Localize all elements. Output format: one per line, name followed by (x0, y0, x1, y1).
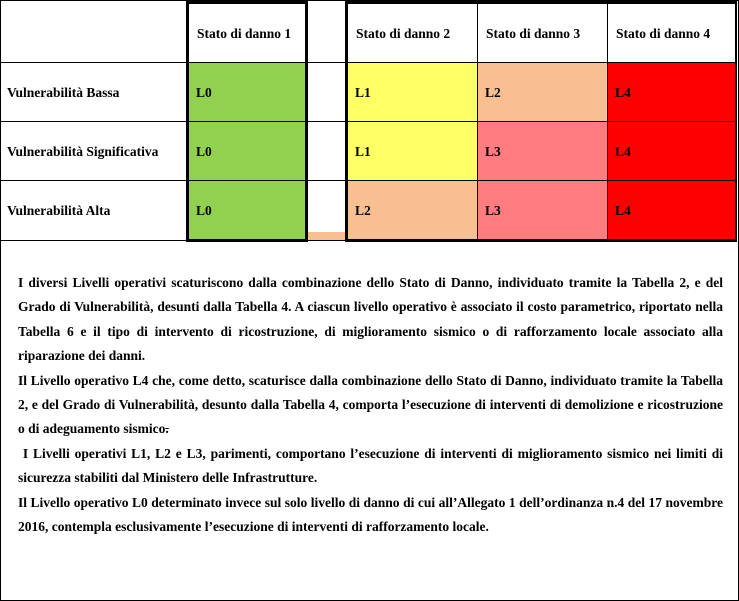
header-stato-danno-1: Stato di danno 1 (197, 26, 292, 41)
cell-bassa-danno4: L4 (608, 63, 737, 122)
thick-border (186, 239, 308, 242)
grid-line (607, 3, 608, 241)
cell-alta-danno4: L4 (608, 181, 737, 241)
thick-border (305, 1, 308, 242)
header-stato-danno-2: Stato di danno 2 (356, 26, 451, 41)
thick-border (186, 1, 189, 242)
grid-line (305, 121, 348, 122)
thick-border (186, 1, 308, 4)
header-stato-danno-4: Stato di danno 4 (616, 26, 711, 41)
cell-bassa-danno1: L0 (189, 63, 305, 122)
grid-line (189, 180, 305, 181)
grid-line (1, 121, 188, 122)
paragraph-1: I diversi Livelli operativi scaturiscono dalla combinazione dello Stato di Danno, individuato tramite la Tabella 2, e del Grado di Vulnerabilità, desunti dalla Tabella 4. A ciascun livello operativo è associato il costo parametrico, riportato nella Tabella 6 e il tipo di intervento di ricostruzione, di miglioramento sismico o di rafforzamento locale associato alla riparazione dei danni. (18, 275, 723, 364)
cell-significativa-danno1: L0 (189, 122, 305, 181)
cell-alta-danno2: L2 (348, 181, 478, 241)
body-text (18, 271, 727, 539)
cell-alta-danno3: L3 (478, 181, 608, 241)
thick-border (345, 1, 348, 242)
grid-line (348, 121, 737, 122)
grid-line (1, 180, 188, 181)
row-label-alta: Vulnerabilità Alta (7, 203, 111, 218)
row-label-significativa: Vulnerabilità Significativa (7, 143, 159, 159)
grid-line (348, 62, 737, 63)
strikethrough-mark: . (165, 421, 169, 437)
grid-line (189, 121, 305, 122)
gap-color-sliver (307, 232, 346, 240)
thick-border (735, 1, 737, 242)
cell-bassa-danno2: L1 (348, 63, 478, 122)
thick-border (345, 1, 737, 4)
grid-line (305, 180, 348, 181)
paragraph-2: Il Livello operativo L4 che, come detto, scaturisce dalla combinazione dello Stato di Danno, individuato tramite la Tabella 2, e del Grado di Vulnerabilità, desunto dalla Tabella 4, comporta l’esecuzione di interventi di demolizione e ricostruzione o di adeguamento sismico. (18, 372, 723, 437)
cell-significativa-danno4: L4 (608, 122, 737, 181)
grid-line (189, 62, 305, 63)
grid-line (305, 62, 348, 63)
cell-alta-danno1: L0 (189, 181, 305, 241)
paragraph-4: Il Livello operativo L0 determinato invece sul solo livello di danno di cui all’Allegato 1 dell’ordinanza n.4 del 17 novembre 2016, contempla esclusivamente l’esecuzione di interventi di rafforzamento locale. (18, 494, 723, 535)
cell-significativa-danno2: L1 (348, 122, 478, 181)
cell-bassa-danno3: L2 (478, 63, 608, 122)
grid-line (348, 180, 737, 181)
thick-border (345, 239, 737, 242)
cell-significativa-danno3: L3 (478, 122, 608, 181)
header-stato-danno-3: Stato di danno 3 (486, 26, 581, 41)
grid-line (1, 62, 188, 63)
paragraph-3: I Livelli operativi L1, L2 e L3, parimenti, comportano l’esecuzione di interventi di miglioramento sismico nei limiti di sicurezza stabiliti dal Ministero delle Infrastrutture. (18, 445, 727, 486)
grid-line (477, 3, 478, 241)
row-label-bassa: Vulnerabilità Bassa (7, 84, 120, 100)
